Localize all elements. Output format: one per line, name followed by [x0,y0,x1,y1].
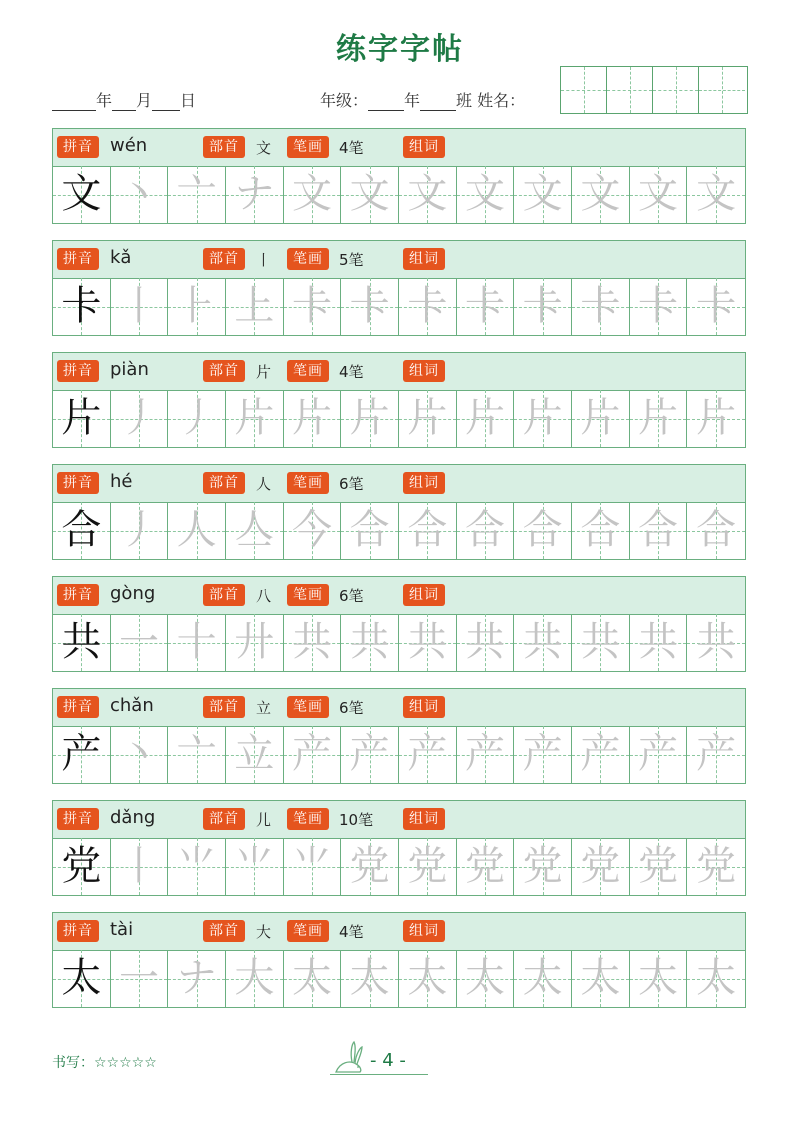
strokes-value: 10笔 [339,811,374,829]
model-character: 共 [61,619,102,665]
tian-cell[interactable] [111,166,169,223]
radical-tag: 部首 [203,360,245,382]
trace-character: 卡 [638,283,679,329]
model-character: 文 [61,171,102,217]
trace-character: 共 [638,619,679,665]
trace-character: ナ [234,171,275,217]
tian-cell[interactable] [226,278,284,335]
radical-value: 人 [256,475,272,493]
year-blank[interactable] [52,92,96,111]
pinyin-value: gòng [110,583,156,604]
tian-cell[interactable] [630,278,688,335]
tian-cell[interactable] [341,390,399,447]
trace-character: 亠 [176,731,217,777]
trace-character: 片 [349,395,390,441]
words-tag: 组词 [403,696,445,718]
block-header [52,352,746,391]
strokes-value: 4笔 [339,363,364,381]
strokes-tag: 笔画 [287,920,329,942]
trace-character: 产 [292,731,333,777]
name-cell[interactable] [699,67,745,113]
tian-cell[interactable] [53,502,111,559]
trace-character: 丿 [119,507,160,553]
practice-row [52,166,746,224]
month-label: 月 [136,91,153,110]
model-character: 卡 [61,283,102,329]
trace-character: 大 [234,955,275,1001]
trace-character: 文 [465,171,506,217]
tian-cell[interactable] [399,502,457,559]
pinyin-tag: 拼音 [57,248,99,270]
tian-cell[interactable] [514,950,572,1007]
tian-cell[interactable] [168,614,226,671]
tian-cell[interactable] [111,726,169,783]
tian-cell[interactable] [226,166,284,223]
trace-character: ⺊ [176,283,217,329]
tian-cell[interactable] [687,278,745,335]
tian-cell[interactable] [457,166,515,223]
trace-character: 一 [119,955,160,1001]
tian-cell[interactable] [341,614,399,671]
tian-cell[interactable] [341,838,399,895]
tian-cell[interactable] [630,166,688,223]
tian-cell[interactable] [630,502,688,559]
trace-character: 共 [292,619,333,665]
trace-character: 党 [349,843,390,889]
name-cell[interactable] [607,67,653,113]
name-cell[interactable] [653,67,699,113]
trace-character: 党 [465,843,506,889]
tian-cell[interactable] [341,278,399,335]
page-footer [330,1038,430,1078]
practice-row [52,614,746,672]
pinyin-value: wén [110,135,148,156]
trace-character: 文 [292,171,333,217]
words-tag: 组词 [403,472,445,494]
trace-character: 十 [176,619,217,665]
name-grid[interactable] [560,66,748,114]
tian-cell[interactable] [284,838,342,895]
tian-cell[interactable] [53,614,111,671]
tian-cell[interactable] [111,278,169,335]
tian-cell[interactable] [514,614,572,671]
strokes-value: 4笔 [339,139,364,157]
pinyin-tag: 拼音 [57,360,99,382]
trace-character: 亼 [234,507,275,553]
tian-cell[interactable] [341,502,399,559]
pinyin-value: kǎ [110,247,132,268]
month-blank[interactable] [112,92,136,111]
trace-character: ⺌ [176,843,217,889]
pinyin-value: hé [110,471,133,492]
tian-cell[interactable] [572,390,630,447]
tian-cell[interactable] [111,390,169,447]
strokes-tag: 笔画 [287,360,329,382]
grade-blank[interactable] [368,92,404,111]
tian-cell[interactable] [514,390,572,447]
trace-character: 今 [292,507,333,553]
practice-block [52,576,746,673]
pinyin-tag: 拼音 [57,472,99,494]
tian-cell[interactable] [53,838,111,895]
tian-cell[interactable] [457,390,515,447]
words-tag: 组词 [403,136,445,158]
practice-row [52,278,746,336]
trace-character: 片 [292,395,333,441]
radical-value: 片 [256,363,272,381]
tian-cell[interactable] [687,502,745,559]
tian-cell[interactable] [572,950,630,1007]
pinyin-tag: 拼音 [57,696,99,718]
trace-character: 文 [349,171,390,217]
model-character: 产 [61,731,102,777]
trace-character: 卡 [349,283,390,329]
name-cell[interactable] [561,67,607,113]
tian-cell[interactable] [457,614,515,671]
practice-row [52,726,746,784]
trace-character: 共 [696,619,737,665]
tian-cell[interactable] [572,726,630,783]
practice-row [52,838,746,896]
practice-row [52,950,746,1008]
pinyin-tag: 拼音 [57,808,99,830]
tian-cell[interactable] [457,278,515,335]
tian-cell[interactable] [341,950,399,1007]
trace-character: 片 [407,395,448,441]
trace-character: 片 [696,395,737,441]
tian-cell[interactable] [284,278,342,335]
pinyin-value: chǎn [110,695,154,716]
block-header [52,688,746,727]
trace-character: 立 [234,731,275,777]
tian-cell[interactable] [630,390,688,447]
tian-cell[interactable] [226,726,284,783]
tian-cell[interactable] [572,614,630,671]
strokes-value: 6笔 [339,587,364,605]
tian-cell[interactable] [168,726,226,783]
trace-character: 产 [580,731,621,777]
strokes-value: 4笔 [339,923,364,941]
page-title: 练字字帖 [336,32,464,67]
strokes-tag: 笔画 [287,696,329,718]
trace-character: 产 [522,731,563,777]
trace-character: 太 [292,955,333,1001]
radical-tag: 部首 [203,920,245,942]
tian-cell[interactable] [457,950,515,1007]
pinyin-value: tài [110,919,134,940]
practice-block [52,464,746,561]
trace-character: 卡 [292,283,333,329]
tian-cell[interactable] [630,614,688,671]
trace-character: 合 [465,507,506,553]
pinyin-tag: 拼音 [57,584,99,606]
trace-character: 丶 [119,731,160,777]
trace-character: 合 [407,507,448,553]
trace-character: 合 [580,507,621,553]
tian-cell[interactable] [630,726,688,783]
tian-cell[interactable] [514,726,572,783]
tian-cell[interactable] [111,614,169,671]
trace-character: 太 [580,955,621,1001]
trace-character: 卡 [696,283,737,329]
grade-year-label: 年 [404,91,421,110]
tian-cell[interactable] [687,726,745,783]
pinyin-tag: 拼音 [57,920,99,942]
tian-cell[interactable] [111,838,169,895]
writing-rating: 书写：☆☆☆☆☆ [52,1055,157,1071]
grade-label: 年级： [320,91,369,110]
tian-cell[interactable] [53,166,111,223]
trace-character: 共 [349,619,390,665]
practice-block [52,352,746,449]
student-line [320,88,525,111]
trace-character: 一 [119,619,160,665]
model-character: 片 [61,395,102,441]
words-tag: 组词 [403,248,445,270]
tian-cell[interactable] [514,278,572,335]
trace-character: 太 [407,955,448,1001]
words-tag: 组词 [403,808,445,830]
tian-cell[interactable] [399,726,457,783]
tian-cell[interactable] [226,838,284,895]
block-header [52,800,746,839]
trace-character: 片 [465,395,506,441]
tian-cell[interactable] [284,614,342,671]
strokes-tag: 笔画 [287,248,329,270]
tian-cell[interactable] [284,502,342,559]
tian-cell[interactable] [226,502,284,559]
trace-character: 卡 [465,283,506,329]
tian-cell[interactable] [284,726,342,783]
class-blank[interactable] [420,92,456,111]
tian-cell[interactable] [168,278,226,335]
radical-tag: 部首 [203,472,245,494]
tian-cell[interactable] [168,166,226,223]
tian-cell[interactable] [514,166,572,223]
trace-character: 丶 [119,171,160,217]
trace-character: 太 [349,955,390,1001]
tian-cell[interactable] [226,390,284,447]
radical-value: 大 [256,923,272,941]
model-character: 合 [61,507,102,553]
trace-character: 卡 [407,283,448,329]
tian-cell[interactable] [399,278,457,335]
tian-cell[interactable] [168,390,226,447]
practice-block [52,912,746,1009]
tian-cell[interactable] [687,950,745,1007]
model-character: 党 [61,843,102,889]
trace-character: 片 [522,395,563,441]
day-label: 日 [180,91,197,110]
day-blank[interactable] [152,92,180,111]
tian-cell[interactable] [111,950,169,1007]
tian-cell[interactable] [341,726,399,783]
trace-character: 太 [522,955,563,1001]
tian-cell[interactable] [457,838,515,895]
practice-block [52,128,746,225]
trace-character: 党 [522,843,563,889]
strokes-tag: 笔画 [287,136,329,158]
date-line [52,88,196,111]
trace-character: 片 [580,395,621,441]
tian-cell[interactable] [630,838,688,895]
tian-cell[interactable] [572,838,630,895]
trace-character: 太 [696,955,737,1001]
tian-cell[interactable] [399,390,457,447]
pinyin-tag: 拼音 [57,136,99,158]
trace-character: 合 [638,507,679,553]
practice-block [52,688,746,785]
strokes-value: 5笔 [339,251,364,269]
trace-character: 太 [465,955,506,1001]
tian-cell[interactable] [572,502,630,559]
trace-character: 文 [696,171,737,217]
tian-cell[interactable] [399,838,457,895]
radical-tag: 部首 [203,696,245,718]
trace-character: 文 [638,171,679,217]
trace-character: 上 [234,283,275,329]
tian-cell[interactable] [687,614,745,671]
trace-character: 太 [638,955,679,1001]
radical-tag: 部首 [203,136,245,158]
tian-cell[interactable] [514,502,572,559]
trace-character: 卡 [580,283,621,329]
tian-cell[interactable] [399,950,457,1007]
trace-character: 丨 [119,843,160,889]
words-tag: 组词 [403,360,445,382]
radical-value: 立 [256,699,272,717]
tian-cell[interactable] [572,166,630,223]
trace-character: 党 [580,843,621,889]
tian-cell[interactable] [572,278,630,335]
strokes-tag: 笔画 [287,808,329,830]
tian-cell[interactable] [687,390,745,447]
trace-character: 丿 [119,395,160,441]
trace-character: 廾 [234,619,275,665]
trace-character: 党 [407,843,448,889]
block-header [52,464,746,503]
tian-cell[interactable] [53,390,111,447]
radical-value: 丨 [256,251,272,269]
radical-tag: 部首 [203,584,245,606]
pinyin-value: piàn [110,359,149,380]
block-header [52,128,746,167]
practice-row [52,390,746,448]
trace-character: 亠 [176,171,217,217]
tian-cell[interactable] [284,166,342,223]
trace-character: 党 [638,843,679,889]
trace-character: 文 [522,171,563,217]
radical-tag: 部首 [203,248,245,270]
tian-cell[interactable] [687,166,745,223]
trace-character: 产 [696,731,737,777]
trace-character: ⺌ [292,843,333,889]
trace-character: 产 [638,731,679,777]
block-header [52,912,746,951]
pinyin-value: dǎng [110,807,156,828]
page-number: - 4 - [370,1050,406,1071]
strokes-value: 6笔 [339,699,364,717]
trace-character: 合 [349,507,390,553]
trace-character: 合 [696,507,737,553]
tian-cell[interactable] [399,166,457,223]
trace-character: 共 [465,619,506,665]
strokes-tag: 笔画 [287,472,329,494]
tian-cell[interactable] [53,278,111,335]
tian-cell[interactable] [514,838,572,895]
model-character: 太 [61,955,102,1001]
trace-character: 党 [696,843,737,889]
tian-cell[interactable] [53,950,111,1007]
words-tag: 组词 [403,584,445,606]
tian-cell[interactable] [111,502,169,559]
tian-cell[interactable] [284,950,342,1007]
tian-cell[interactable] [168,502,226,559]
practice-row [52,502,746,560]
class-name-label: 班 姓名： [456,91,526,110]
tian-cell[interactable] [630,950,688,1007]
strokes-value: 6笔 [339,475,364,493]
radical-value: 八 [256,587,272,605]
radical-tag: 部首 [203,808,245,830]
trace-character: 产 [349,731,390,777]
trace-character: 片 [234,395,275,441]
trace-character: 片 [638,395,679,441]
practice-block [52,800,746,897]
block-header [52,240,746,279]
tian-cell[interactable] [457,726,515,783]
tian-cell[interactable] [399,614,457,671]
trace-character: 丿 [176,395,217,441]
block-header [52,576,746,615]
trace-character: 丨 [119,283,160,329]
trace-character: 卡 [522,283,563,329]
radical-value: 儿 [256,811,272,829]
words-tag: 组词 [403,920,445,942]
trace-character: 共 [580,619,621,665]
rabbit-icon [332,1038,372,1078]
trace-character: 产 [465,731,506,777]
year-label: 年 [96,91,113,110]
trace-character: ⺌ [234,843,275,889]
tian-cell[interactable] [226,614,284,671]
trace-character: 文 [407,171,448,217]
tian-cell[interactable] [687,838,745,895]
trace-character: 人 [176,507,217,553]
trace-character: 产 [407,731,448,777]
tian-cell[interactable] [341,166,399,223]
tian-cell[interactable] [53,726,111,783]
tian-cell[interactable] [457,502,515,559]
strokes-tag: 笔画 [287,584,329,606]
trace-character: 共 [407,619,448,665]
tian-cell[interactable] [168,950,226,1007]
radical-value: 文 [256,139,272,157]
trace-character: 文 [580,171,621,217]
practice-block [52,240,746,337]
tian-cell[interactable] [226,950,284,1007]
tian-cell[interactable] [168,838,226,895]
trace-character: 共 [522,619,563,665]
trace-character: 合 [522,507,563,553]
trace-character: ナ [176,955,217,1001]
tian-cell[interactable] [284,390,342,447]
